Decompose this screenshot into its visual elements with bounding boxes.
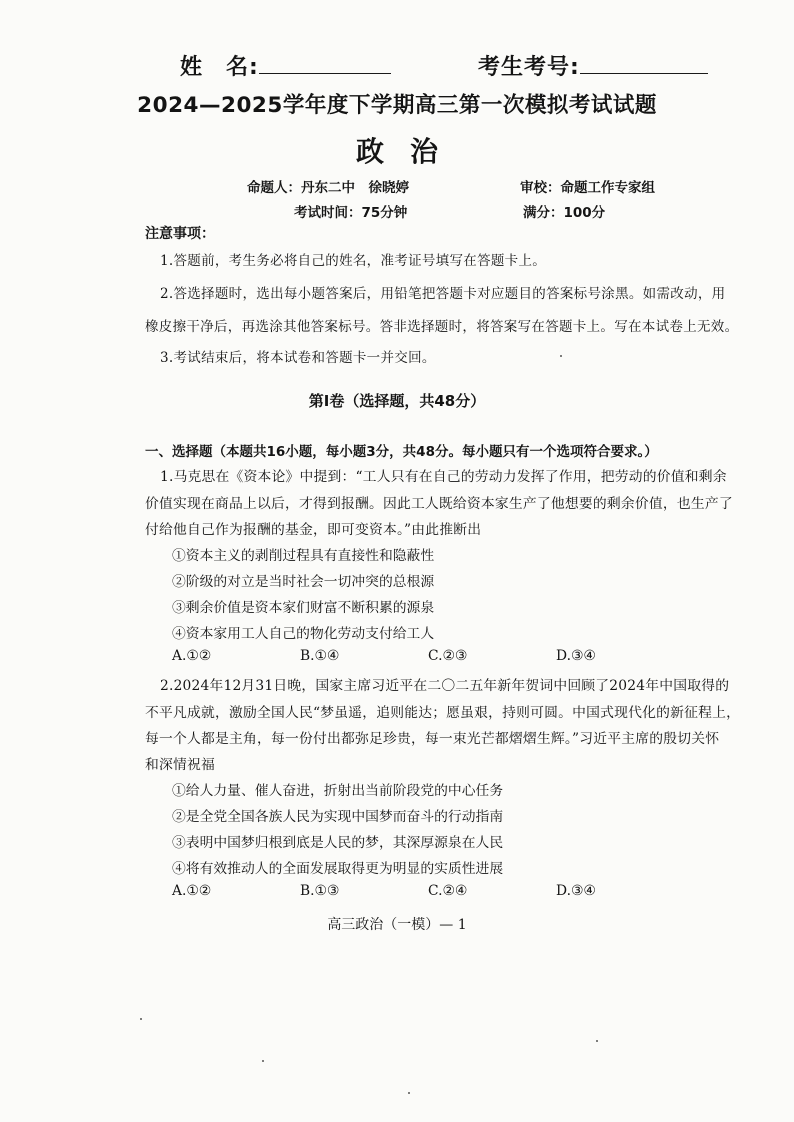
exam-number-blank xyxy=(580,53,708,74)
question-text-line: 付给他自己作为报酬的基金，即可变资本。”由此推断出 xyxy=(145,522,482,538)
answer-choice-c: C.②④ xyxy=(428,883,468,899)
name-blank xyxy=(259,53,391,74)
score-line: 满分：100分 xyxy=(523,205,606,221)
question-option: ①资本主义的剥削过程具有直接性和隐蔽性 xyxy=(172,548,435,564)
subject-title: 政治 xyxy=(355,135,464,168)
question-text-line: 不平凡成就，激励全国人民“梦虽遥，追则能达；愿虽艰，持则可圆。中国式现代化的新征程上， xyxy=(145,705,741,721)
note-line: 3.考试结束后，将本试卷和答题卡一并交回。 xyxy=(160,350,436,366)
answer-choice-d: D.③④ xyxy=(556,648,596,664)
note-line: 橡皮擦干净后，再选涂其他答案标号。答非选择题时，将答案写在答题卡上。写在本试卷上无效。 xyxy=(145,319,739,335)
question-text-line: 和深情祝福 xyxy=(145,757,215,773)
note-line: 2.答选择题时，选出每小题答案后，用铅笔把答题卡对应题目的答案标号涂黑。如需改动，用 xyxy=(160,286,726,302)
exam-number-label: 考生考号: xyxy=(478,55,580,80)
answer-choice-b: B.①④ xyxy=(300,648,340,664)
exam-number-field xyxy=(478,50,708,81)
question-text-line: 1.马克思在《资本论》中提到：“工人只有在自己的劳动力发挥了作用，把劳动的价值和剩余 xyxy=(160,469,727,485)
page-footer: 高三政治（一模）— 1 xyxy=(327,917,467,933)
exam-title: 2024—2025学年度下学期高三第一次模拟考试试题 xyxy=(137,93,657,118)
scan-speck xyxy=(596,1040,598,1042)
question-option: ②是全党全国各族人民为实现中国梦而奋斗的行动指南 xyxy=(172,809,504,825)
question-option: ④将有效推动人的全面发展取得更为明显的实质性进展 xyxy=(172,861,504,877)
question-option: ①给人力量、催人奋进，折射出当前阶段党的中心任务 xyxy=(172,783,504,799)
reviewer-line: 审校：命题工作专家组 xyxy=(520,180,655,196)
section-title: 第Ⅰ卷（选择题，共48分） xyxy=(308,392,486,410)
part-title: 一、选择题（本题共16小题，每小题3分，共48分。每小题只有一个选项符合要求。） xyxy=(145,444,658,460)
note-line: 1.答题前，考生务必将自己的姓名，准考证号填写在答题卡上。 xyxy=(160,253,547,269)
answer-choice-a: A.①② xyxy=(172,883,212,899)
answer-choice-c: C.②③ xyxy=(428,648,468,664)
scan-speck xyxy=(262,1060,264,1062)
question-option: ②阶级的对立是当时社会一切冲突的总根源 xyxy=(172,574,435,590)
question-option: ④资本家用工人自己的物化劳动支付给工人 xyxy=(172,626,435,642)
question-option: ③表明中国梦归根到底是人民的梦，其深厚源泉在人民 xyxy=(172,835,504,851)
scan-speck xyxy=(140,1018,142,1020)
scan-speck xyxy=(560,355,562,357)
notes-title: 注意事项： xyxy=(145,226,215,242)
answer-choice-b: B.①③ xyxy=(300,883,340,899)
scan-speck xyxy=(408,1092,410,1094)
name-label: 姓 名: xyxy=(180,55,259,80)
answer-choice-d: D.③④ xyxy=(556,883,596,899)
question-option: ③剩余价值是资本家们财富不断积累的源泉 xyxy=(172,600,435,616)
answer-choice-a: A.①② xyxy=(172,648,212,664)
time-line: 考试时间：75分钟 xyxy=(294,205,408,221)
question-text-line: 每一个人都是主角，每一份付出都弥足珍贵，每一束光芒都熠熠生辉。”习近平主席的殷切关怀 xyxy=(145,731,720,747)
name-field xyxy=(180,50,391,81)
question-text-line: 价值实现在商品上以后，才得到报酬。因此工人既给资本家生产了他想要的剩余价值，也生产了 xyxy=(145,496,733,512)
question-text-line: 2.2024年12月31日晚，国家主席习近平在二〇二五年新年贺词中回顾了2024年中国取得的 xyxy=(160,678,730,694)
author-line: 命题人：丹东二中 徐晓婷 xyxy=(247,180,409,196)
